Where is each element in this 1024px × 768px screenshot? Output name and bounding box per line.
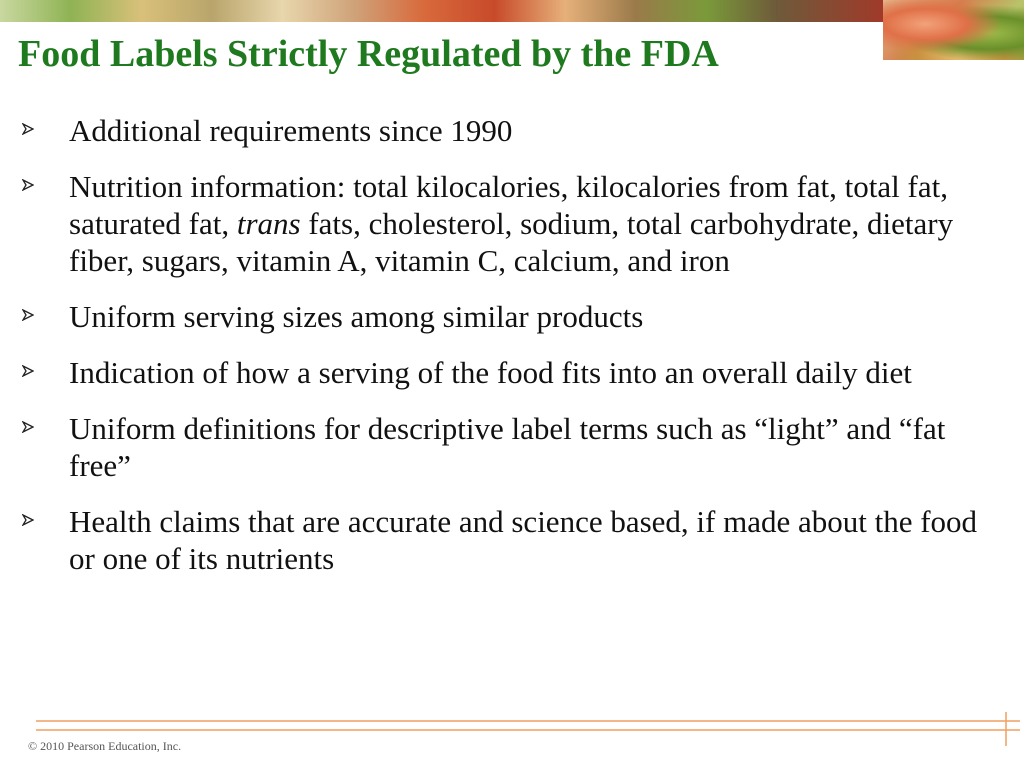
bullet-text: Health claims that are accurate and science based, if made about the food or one of its nutrients [69, 504, 978, 576]
arrowhead-bullet-icon [22, 309, 34, 321]
bullet-text: Uniform definitions for descriptive label terms such as “light” and “fat free” [69, 411, 946, 483]
bullet-text: Uniform serving sizes among similar products [69, 299, 644, 334]
bullet-text: Indication of how a serving of the food fits into an overall daily diet [69, 355, 912, 390]
bullet-item-daily-diet [0, 354, 1000, 391]
header-food-photo-banner [0, 0, 883, 22]
arrowhead-bullet-icon [22, 365, 34, 377]
bullet-item-label-terms [0, 410, 1000, 484]
bullet-list [0, 112, 1000, 596]
arrowhead-bullet-icon [22, 179, 34, 191]
bullet-item-serving-sizes [0, 298, 1000, 335]
arrowhead-bullet-icon [22, 123, 34, 135]
bullet-text [69, 168, 1000, 279]
bullet-text: Additional requirements since 1990 [69, 113, 513, 148]
bullet-item-health-claims [0, 503, 1000, 577]
arrowhead-bullet-icon [22, 514, 34, 526]
corner-food-photo [883, 0, 1024, 60]
bullet-text-part: fats, cholesterol, sodium, total carbohydrate, dietary fiber, sugars, vitamin A, vitamin C, calcium, and iron [69, 206, 954, 278]
bullet-item-nutrition-information [0, 168, 1000, 279]
bullet-text-part: Nutrition information: total kilocalories, kilocalories from fat, total fat, saturated fat, [69, 169, 948, 241]
slide-title: Food Labels Strictly Regulated by the FDA [18, 33, 719, 75]
bullet-item-requirements [0, 112, 1000, 149]
copyright-footer: © 2010 Pearson Education, Inc. [28, 739, 182, 753]
arrowhead-bullet-icon [22, 421, 34, 433]
bullet-text-italic: trans [236, 206, 301, 241]
